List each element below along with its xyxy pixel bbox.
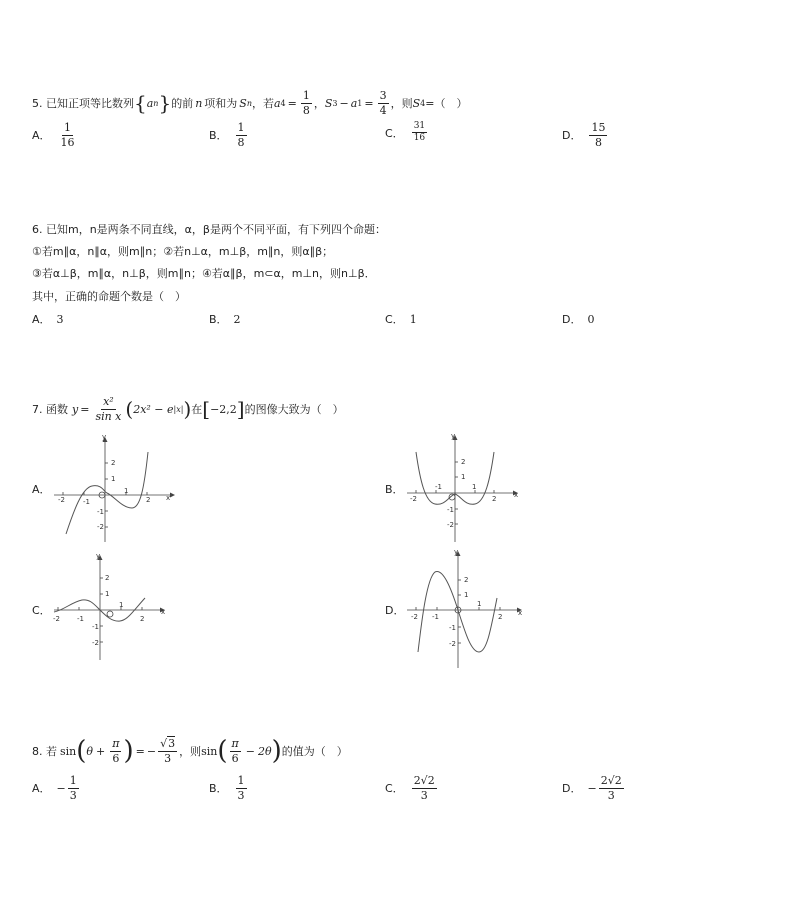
svg-text:1: 1 [105,590,110,598]
svg-text:-2: -2 [53,615,60,623]
q6-stem-line3: ③若α⊥β，m∥α，n⊥β，则m∥n；④若α∥β，m⊂α，m⊥n，则n⊥β． [32,267,376,280]
svg-text:-2: -2 [97,523,104,531]
svg-text:-1: -1 [92,623,99,631]
svg-text:2: 2 [498,613,503,621]
q5-option-d[interactable]: D． $\frac{15}{8}$ [562,121,606,149]
svg-text:2: 2 [464,576,469,584]
q6-option-a[interactable]: A． 3 [32,312,64,326]
svg-text:1: 1 [124,487,129,495]
q6-option-b[interactable]: B． 2 [209,312,241,326]
svg-text:2: 2 [492,495,497,503]
q8-stem: 8. 若 sin ( θ + $\frac{\pi}{6}$ ) = − $\frac{√3}{3}$ ，则 sin ( $\frac{\pi}{6}$ − 2θ ) 的值为（ ） [32,736,348,766]
svg-text:2: 2 [111,459,116,467]
svg-text:-2: -2 [58,496,65,504]
svg-text:1: 1 [461,473,466,481]
q5-option-c[interactable]: C． $\frac{31}{16}$ [385,121,426,144]
svg-text:-1: -1 [447,506,454,514]
svg-text:-2: -2 [449,640,456,648]
q5-option-a[interactable]: A． $\frac{1}{16}$ [32,121,75,149]
svg-text:x: x [518,609,523,617]
svg-text:y: y [454,548,459,556]
q7-stem: 7. 函数 y = $\frac{\text{x²}}{\text{sin x}}$ ( 2x² − e |x| ) 在 [ −2,2 ] 的图像大致为（ ） [32,394,344,423]
q7-option-b[interactable]: B． [385,483,404,496]
q6-stem-line4: 其中，正确的命题个数是（ ） [32,290,186,303]
q7-graph-b [405,430,535,550]
svg-text:y: y [102,433,107,441]
q5-stem: 5. 已知正项等比数列 { a n } 的前 n 项和为 S n ，若 a 4 = $\frac{1}{8}$ ， S 3 − a 1 = $\frac{3}{4}$ ，则 S 4 =（ ） [32,88,468,117]
svg-text:1: 1 [119,601,124,609]
svg-text:2: 2 [146,496,151,504]
q7-graph-c [52,550,182,665]
svg-text:-1: -1 [77,615,84,623]
svg-text:2: 2 [105,574,110,582]
q6-option-c[interactable]: C． 1 [385,312,417,326]
svg-text:-2: -2 [411,613,418,621]
q6-stem-line1: 6. 已知m，n是两条不同直线，α，β是两个不同平面，有下列四个命题： [32,223,386,236]
svg-text:y: y [451,432,456,440]
svg-text:2: 2 [140,615,145,623]
svg-text:-1: -1 [432,613,439,621]
q7-option-c[interactable]: C． [32,604,51,617]
q7-option-d[interactable]: D． [385,604,405,617]
q7-graph-a [52,430,182,550]
q8-option-b[interactable]: B． $\frac{1}{3}$ [209,774,245,802]
svg-text:-2: -2 [447,521,454,529]
q8-option-d[interactable]: D． − $\frac{2√2}{3}$ [562,774,622,802]
q6-option-d[interactable]: D． 0 [562,312,595,326]
svg-text:x: x [514,491,519,499]
svg-text:-1: -1 [83,498,90,506]
svg-text:x: x [166,494,171,502]
q5-fraction-diff: $\frac{3}{4}$ [379,88,387,117]
q8-option-a[interactable]: A． − $\frac{1}{3}$ [32,774,77,802]
svg-text:-2: -2 [92,639,99,647]
q7-fraction: $\frac{\text{x²}}{\text{sin x}}$ [95,394,122,423]
svg-text:-1: -1 [449,624,456,632]
svg-text:1: 1 [472,483,477,491]
svg-text:-1: -1 [97,508,104,516]
svg-text:1: 1 [111,475,116,483]
q5-text-a: 5. 已知正项等比数列 [32,97,134,110]
svg-text:x: x [161,608,166,616]
svg-text:-2: -2 [410,495,417,503]
q8-fraction-root3: $\frac{√3}{3}$ [160,736,176,765]
q8-fraction-pi6: $\frac{\pi}{6}$ [112,736,120,765]
svg-text:-1: -1 [435,483,442,491]
svg-text:1: 1 [477,600,482,608]
q6-stem-line2: ①若m∥α，n∥α，则m∥n；②若n⊥α，m⊥β，m∥n，则α∥β； [32,245,334,258]
q5-option-b[interactable]: B． $\frac{1}{8}$ [209,121,245,149]
svg-text:2: 2 [461,458,466,466]
q5-fraction-a4: $\frac{1}{8}$ [302,88,310,117]
svg-text:1: 1 [464,591,469,599]
q8-option-c[interactable]: C． $\frac{2√2}{3}$ [385,774,435,802]
svg-text:y: y [96,552,101,560]
q7-option-a[interactable]: A． [32,483,51,496]
q7-graph-d [405,548,540,673]
